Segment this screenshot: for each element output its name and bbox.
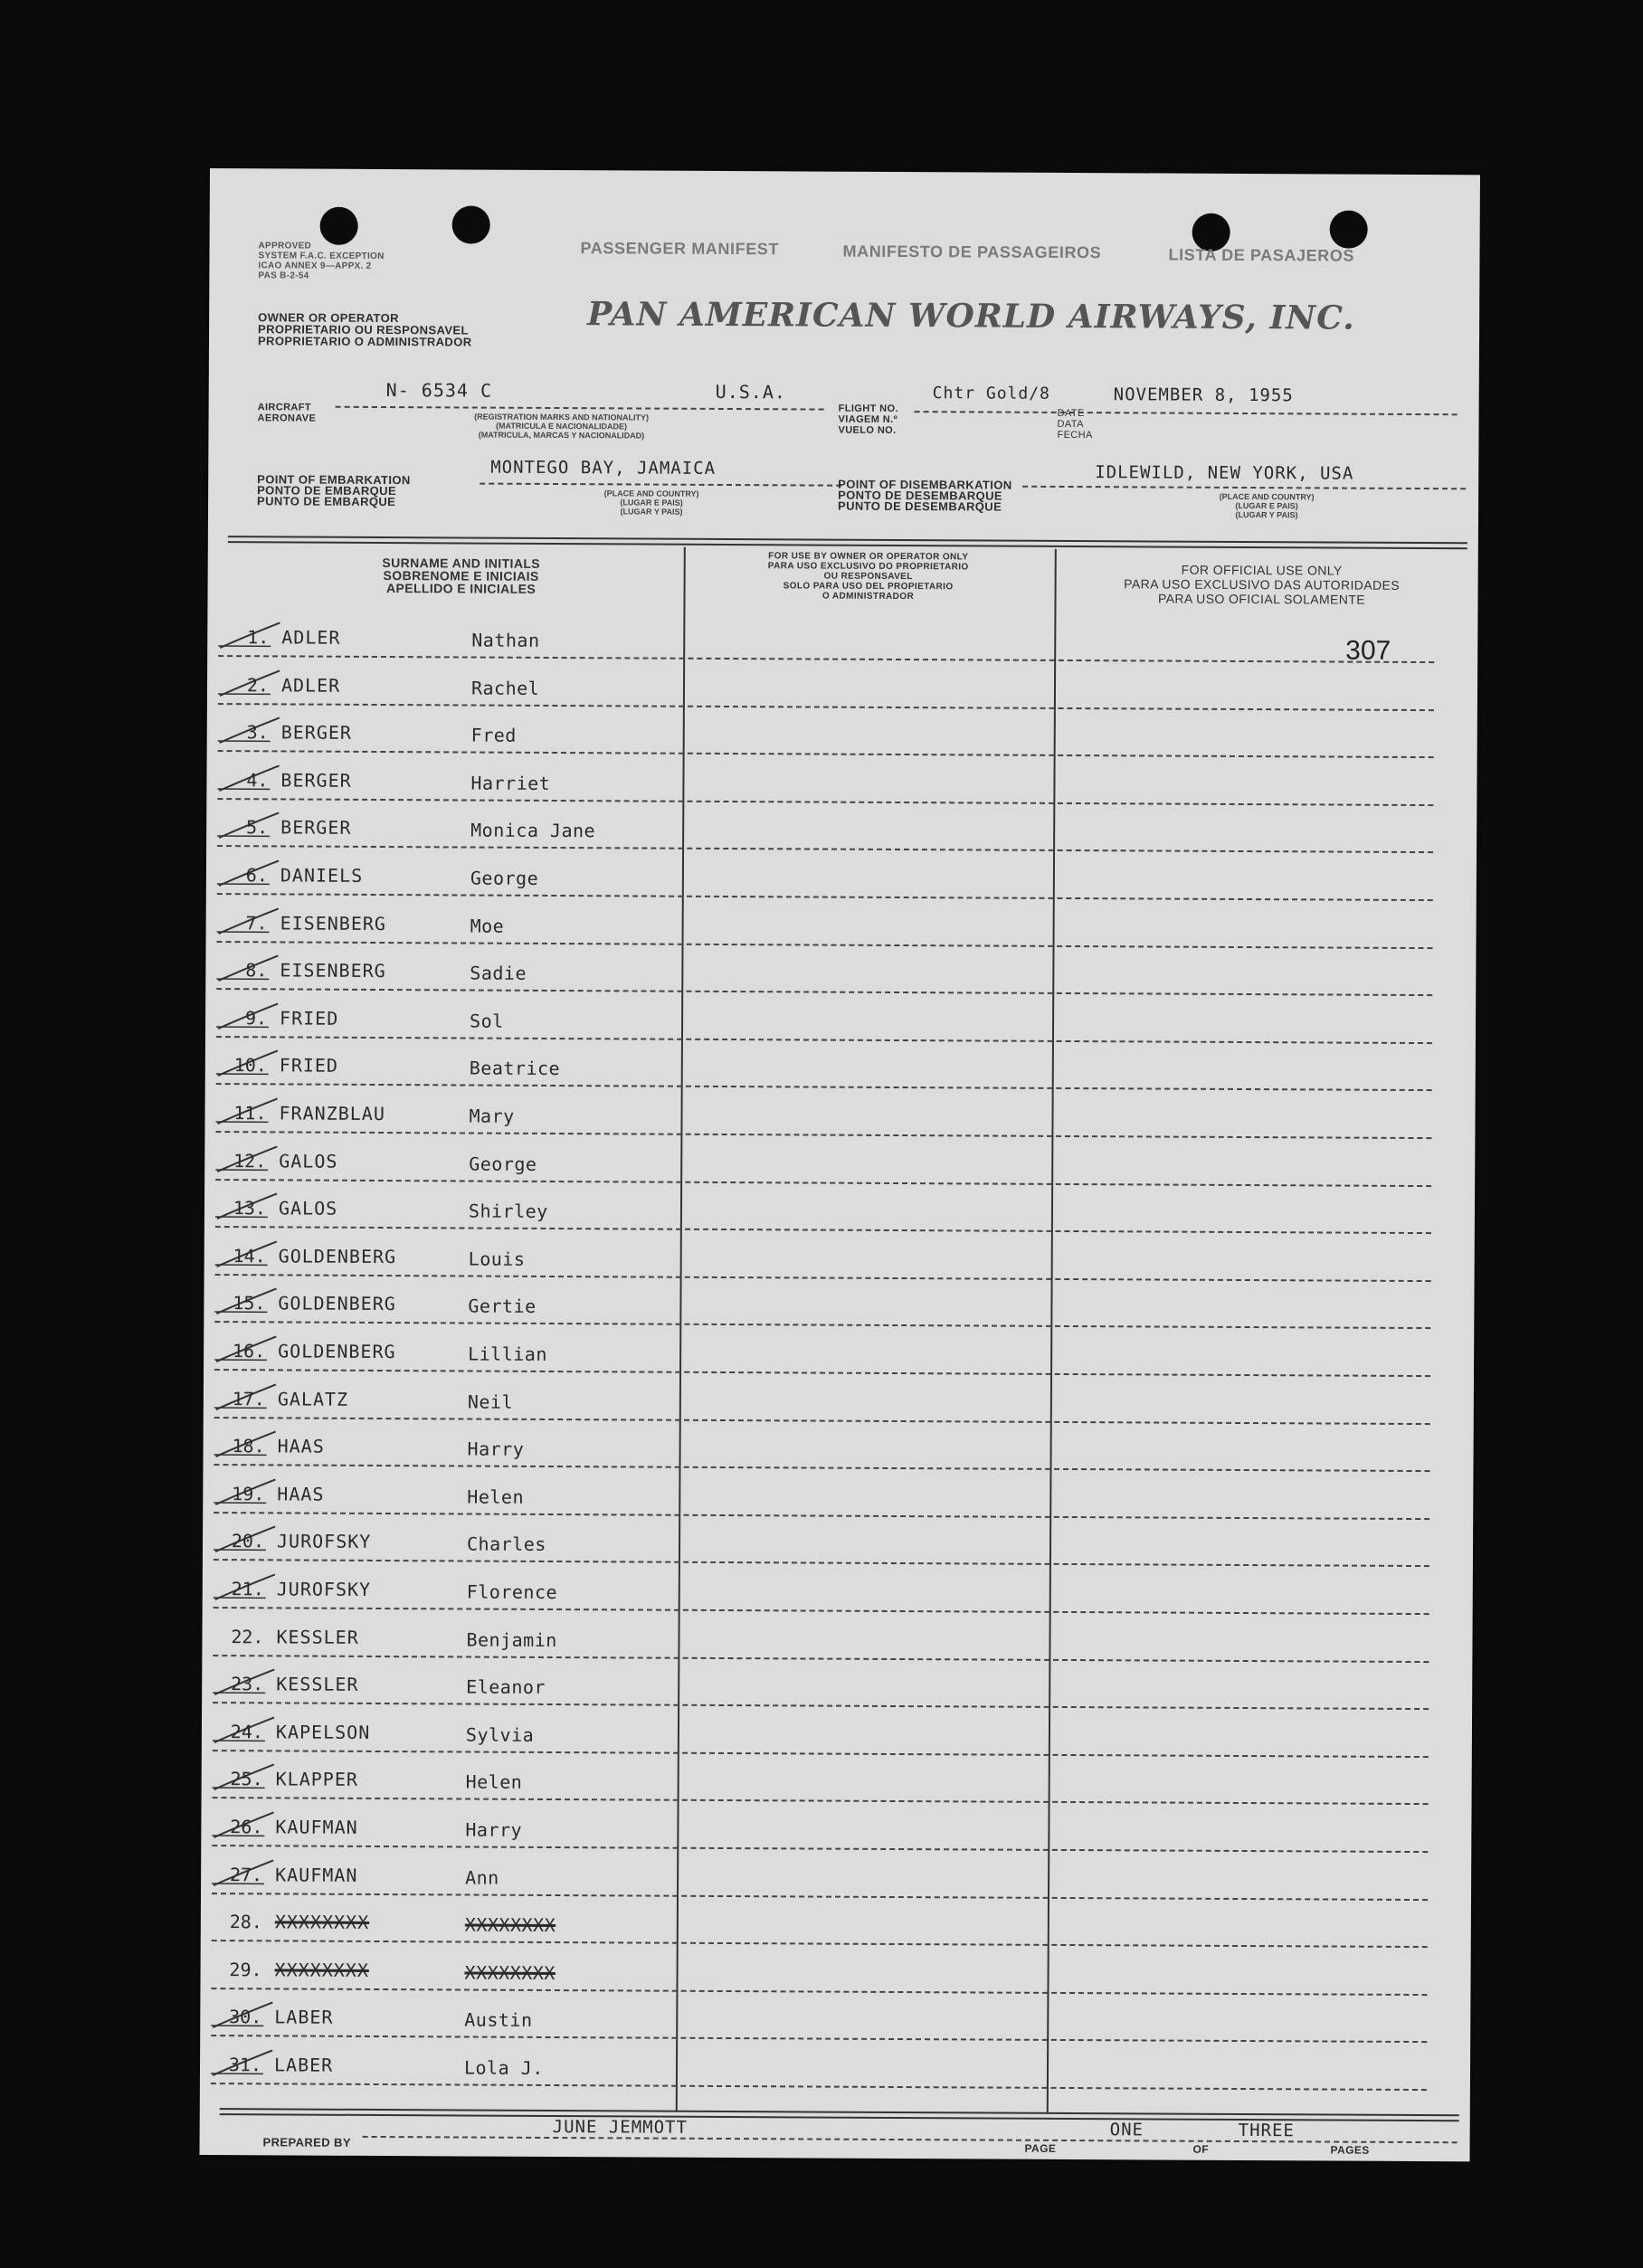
header-line: PARA USO EXCLUSIVO DAS AUTORIDADES xyxy=(1124,576,1401,593)
passenger-row xyxy=(206,807,1477,859)
passenger-number: 11. xyxy=(233,1102,267,1125)
title-es: LISTA DE PASAJEROS xyxy=(1168,245,1355,265)
aircraft-label: AERONAVE xyxy=(257,413,317,424)
row-rule xyxy=(213,1702,1429,1710)
passenger-number: 6. xyxy=(245,864,268,887)
passenger-number: 18. xyxy=(232,1435,265,1457)
date-label: DATE xyxy=(1057,407,1085,420)
passenger-surname: FRANZBLAU xyxy=(279,1102,385,1125)
passenger-number: 19. xyxy=(232,1483,265,1505)
manifest-page xyxy=(200,168,1480,2161)
passenger-surname: LABER xyxy=(274,2006,334,2028)
passenger-number: 10. xyxy=(233,1054,267,1077)
disembark-label: PUNTO DE DESEMBARQUE xyxy=(838,498,1002,514)
row-rule xyxy=(212,1893,1428,1901)
passenger-surname: JUROFSKY xyxy=(276,1530,372,1552)
caption-line: (LUGAR E PAIS) xyxy=(620,498,683,508)
caption-line: (LUGAR E PAIS) xyxy=(1235,500,1298,511)
passenger-surname: BERGER xyxy=(280,816,352,839)
aircraft-label: AIRCRAFT xyxy=(257,402,312,413)
approval-block xyxy=(258,241,384,281)
passenger-row xyxy=(202,1759,1472,1810)
row-rule xyxy=(216,1083,1432,1091)
passenger-number: 31. xyxy=(228,2054,262,2076)
disembark-label: PONTO DE DESEMBARQUE xyxy=(838,488,1002,503)
passenger-surname: GOLDENBERG xyxy=(278,1245,397,1268)
passenger-row xyxy=(206,855,1477,906)
passenger-row xyxy=(204,1379,1474,1430)
passenger-given-name: Beatrice xyxy=(469,1057,561,1080)
passenger-row xyxy=(201,1902,1471,1953)
aircraft-labels xyxy=(258,402,317,423)
row-rule xyxy=(218,655,1434,663)
passenger-number: 24. xyxy=(230,1721,264,1743)
passenger-given-name: George xyxy=(470,867,539,889)
passenger-number: 29. xyxy=(229,1959,262,1981)
passenger-surname: FRIED xyxy=(279,1054,339,1077)
passenger-row xyxy=(205,950,1476,1001)
passenger-given-name: Helen xyxy=(467,1485,525,1508)
passenger-given-name: Neil xyxy=(467,1390,514,1413)
passenger-row xyxy=(205,903,1476,954)
row-rule xyxy=(213,1655,1429,1663)
row-rule xyxy=(212,1940,1428,1948)
row-rule xyxy=(214,1512,1429,1520)
passenger-row xyxy=(205,998,1476,1049)
passenger-number: 12. xyxy=(233,1150,267,1172)
passenger-number: 25. xyxy=(230,1768,263,1790)
passenger-row xyxy=(200,2045,1470,2096)
row-rule xyxy=(217,845,1433,853)
passenger-row xyxy=(201,1807,1471,1858)
passenger-given-name: Benjamin xyxy=(466,1628,557,1652)
passenger-surname: JUROFSKY xyxy=(276,1578,372,1600)
row-rule xyxy=(217,941,1433,949)
flight-line xyxy=(915,411,1458,415)
passenger-row xyxy=(202,1664,1472,1715)
passenger-number: 15. xyxy=(233,1292,266,1314)
passenger-number: 27. xyxy=(229,1864,263,1886)
passenger-given-name: Florence xyxy=(466,1580,558,1604)
owner-label: PROPRIETARIO O ADMINISTRADOR xyxy=(257,334,472,349)
caption-line: (MATRICULA, MARCAS Y NACIONALIDAD) xyxy=(478,430,645,441)
disembark-place-caption xyxy=(1167,492,1366,520)
prepared-by-label: PREPARED BY xyxy=(262,2135,351,2149)
passenger-surname: HAAS xyxy=(277,1483,325,1505)
row-rule xyxy=(217,893,1433,901)
row-rule xyxy=(215,1131,1431,1139)
passenger-given-name: Lola J. xyxy=(463,2056,544,2079)
caption-line: (MATRICULA E NACIONALIDADE) xyxy=(495,421,628,432)
passenger-given-name: Louis xyxy=(468,1248,526,1270)
passenger-number: 4. xyxy=(246,769,269,792)
row-rule xyxy=(216,1036,1432,1044)
row-rule xyxy=(217,798,1433,806)
row-rule xyxy=(214,1607,1429,1615)
date-label: FECHA xyxy=(1057,429,1093,441)
passenger-surname: EISENBERG xyxy=(280,959,386,982)
passenger-number: 21. xyxy=(231,1578,264,1600)
row-rule xyxy=(211,2083,1427,2091)
caption-line: (PLACE AND COUNTRY) xyxy=(1219,491,1315,502)
punch-hole xyxy=(320,207,358,245)
passenger-surname: GOLDENBERG xyxy=(278,1292,396,1315)
owner-labels xyxy=(258,311,472,347)
header-line: APELLIDO E INICIALES xyxy=(385,581,537,596)
embark-place-caption xyxy=(552,489,751,517)
passenger-given-name: Nathan xyxy=(471,629,540,651)
title-pt: MANIFESTO DE PASSAGEIROS xyxy=(842,242,1102,262)
row-rule xyxy=(214,1417,1430,1425)
embark-value: MONTEGO BAY, JAMAICA xyxy=(490,457,717,479)
passenger-number: 28. xyxy=(229,1911,262,1933)
header-line: OU RESPONSAVEL xyxy=(823,571,913,583)
passenger-given-name: Harriet xyxy=(470,772,551,794)
flight-label: VUELO NO. xyxy=(838,424,897,436)
disembark-labels xyxy=(838,479,1012,513)
row-rule xyxy=(214,1369,1430,1377)
passenger-given-name: Sadie xyxy=(470,962,527,984)
row-rule xyxy=(215,1226,1431,1234)
passenger-given-name: Ann xyxy=(465,1866,499,1889)
passenger-given-name: Moe xyxy=(470,915,505,937)
passenger-number: 17. xyxy=(232,1388,265,1410)
row-rule xyxy=(215,1179,1431,1187)
header-line: O ADMINISTRADOR xyxy=(822,591,915,603)
owner-label: OWNER OR OPERATOR xyxy=(258,310,400,326)
row-rule xyxy=(215,1274,1431,1282)
passenger-row xyxy=(206,760,1477,811)
approval-line: ICAO ANNEX 9—APPX. 2 xyxy=(258,261,372,271)
owner-use-column-header xyxy=(688,551,1049,603)
passenger-surname: GALOS xyxy=(278,1197,338,1219)
caption-line: (REGISTRATION MARKS AND NATIONALITY) xyxy=(474,412,649,422)
page-label: PAGE xyxy=(1024,2141,1057,2155)
passenger-row xyxy=(204,1331,1474,1382)
passenger-surname: KESSLER xyxy=(276,1673,359,1695)
date-value: NOVEMBER 8, 1955 xyxy=(1113,384,1294,406)
row-rule xyxy=(214,1464,1429,1472)
passenger-surname: XXXXXXXX xyxy=(274,1959,369,1981)
passenger-surname: BERGER xyxy=(280,721,353,744)
disembark-label: POINT OF DISEMBARKATION xyxy=(838,477,1012,492)
row-rule xyxy=(214,1321,1430,1329)
row-rule xyxy=(216,988,1432,996)
passenger-given-name: Helen xyxy=(465,1770,523,1793)
of-label: OF xyxy=(1192,2142,1210,2156)
passenger-number: 8. xyxy=(245,959,268,982)
passenger-given-name: Gertie xyxy=(468,1295,537,1317)
passenger-given-name: Fred xyxy=(470,724,517,746)
title-en: PASSENGER MANIFEST xyxy=(580,239,780,259)
approval-line: SYSTEM F.A.C. EXCEPTION xyxy=(258,251,385,262)
passenger-row xyxy=(203,1426,1473,1477)
passenger-row xyxy=(204,1093,1475,1144)
row-rule xyxy=(214,1559,1429,1567)
passenger-number: 3. xyxy=(246,721,269,744)
passenger-row xyxy=(207,712,1477,764)
disembark-value: IDLEWILD, NEW YORK, USA xyxy=(1095,462,1354,484)
passenger-given-name: Shirley xyxy=(468,1200,548,1222)
passenger-surname: KLAPPER xyxy=(275,1768,359,1790)
aircraft-line xyxy=(336,406,824,411)
passenger-given-name: Mary xyxy=(469,1105,515,1127)
passenger-surname: GOLDENBERG xyxy=(278,1340,396,1363)
passenger-number: 23. xyxy=(231,1673,264,1695)
passenger-row xyxy=(202,1712,1472,1763)
passenger-given-name: Austin xyxy=(464,2008,533,2031)
passenger-surname: KAUFMAN xyxy=(275,1816,358,1838)
flight-labels xyxy=(838,403,898,436)
passenger-row xyxy=(205,1045,1476,1096)
owner-label: PROPRIETARIO OU RESPONSAVEL xyxy=(258,322,469,337)
passenger-surname: BERGER xyxy=(280,769,352,792)
passenger-given-name: XXXXXXXX xyxy=(464,1913,556,1937)
passenger-number: 5. xyxy=(246,816,269,839)
punch-hole xyxy=(452,205,490,243)
passenger-given-name: Charles xyxy=(466,1533,546,1555)
prepared-by-value: JUNE JEMMOTT xyxy=(552,2117,689,2138)
row-rule xyxy=(213,1797,1429,1805)
header-line: FOR OFFICIAL USE ONLY xyxy=(1181,562,1343,578)
airline-name: PAN AMERICAN WORLD AIRWAYS, INC. xyxy=(587,295,1355,337)
passenger-row xyxy=(203,1474,1473,1525)
embark-label: PUNTO DE EMBARQUE xyxy=(257,494,396,509)
passenger-number: 1. xyxy=(247,626,270,649)
passenger-number: 7. xyxy=(245,912,268,935)
passenger-row xyxy=(203,1521,1473,1572)
nationality-value: U.S.A. xyxy=(715,380,787,403)
page-value: ONE xyxy=(1109,2120,1144,2140)
passenger-row xyxy=(207,617,1477,669)
row-rule xyxy=(213,1750,1429,1758)
passenger-given-name: Lillian xyxy=(468,1343,548,1365)
passenger-given-name: Monica Jane xyxy=(470,819,596,842)
passenger-given-name: Harry xyxy=(467,1438,525,1460)
embark-labels xyxy=(257,474,411,508)
passenger-surname: XXXXXXXX xyxy=(274,1911,370,1933)
passenger-number: 30. xyxy=(229,2006,262,2028)
passenger-given-name: Rachel xyxy=(470,677,540,699)
approval-line: PAS B-2-54 xyxy=(258,270,309,281)
passenger-number: 16. xyxy=(232,1340,266,1362)
table-bottom-rule xyxy=(220,2108,1459,2121)
passenger-surname: KAPELSON xyxy=(275,1721,371,1743)
row-rule xyxy=(218,703,1434,711)
row-rule xyxy=(211,2035,1427,2043)
passenger-number: 2. xyxy=(246,674,270,697)
official-use-column-header xyxy=(1058,562,1465,607)
header-line: SOLO PARA USO DEL PROPIETARIO xyxy=(783,581,954,593)
passenger-given-name: XXXXXXXX xyxy=(464,1961,556,1985)
row-rule xyxy=(218,750,1434,758)
passenger-row xyxy=(201,1855,1471,1906)
of-value: THREE xyxy=(1238,2120,1295,2141)
flight-label: FLIGHT NO. xyxy=(838,403,898,414)
passenger-row xyxy=(203,1569,1473,1620)
disembark-line xyxy=(1022,486,1466,490)
flight-label: VIAGEM N.º xyxy=(838,413,898,425)
embark-label: PONTO DE EMBARQUE xyxy=(257,483,397,498)
passenger-number: 26. xyxy=(230,1816,263,1838)
header-line: FOR USE BY OWNER OR OPERATOR ONLY xyxy=(768,551,969,563)
caption-line: (LUGAR Y PAIS) xyxy=(620,507,683,517)
date-label: DATA xyxy=(1057,418,1084,431)
approval-line: APPROVED xyxy=(258,241,312,251)
passenger-surname: EISENBERG xyxy=(280,912,387,935)
stamp-number: 307 xyxy=(1345,635,1391,666)
names-column-header xyxy=(244,555,679,596)
passenger-given-name: Sylvia xyxy=(465,1723,535,1746)
row-rule xyxy=(212,1845,1428,1853)
passenger-number: 14. xyxy=(233,1245,266,1267)
passenger-surname: LABER xyxy=(273,2054,334,2076)
header-line: PARA USO EXCLUSIVO DO PROPRIETARIO xyxy=(767,561,969,573)
passenger-row xyxy=(204,1188,1475,1239)
passenger-row xyxy=(204,1283,1474,1334)
passenger-number: 22. xyxy=(231,1626,264,1648)
punch-hole xyxy=(1330,210,1368,248)
passenger-row xyxy=(204,1141,1475,1192)
passenger-surname: KESSLER xyxy=(276,1626,359,1648)
embark-label: POINT OF EMBARKATION xyxy=(257,472,411,488)
header-line: SURNAME AND INITIALS xyxy=(382,555,541,571)
passenger-surname: ADLER xyxy=(281,626,341,649)
header-line: SOBRENOME E INICIAIS xyxy=(383,568,539,584)
row-rule xyxy=(211,1988,1427,1996)
passenger-number: 20. xyxy=(231,1530,265,1552)
registration-value: N- 6534 C xyxy=(385,379,493,402)
passenger-row xyxy=(204,1236,1475,1287)
table-top-rule xyxy=(228,536,1467,549)
passenger-surname: ADLER xyxy=(280,674,341,697)
passenger-number: 13. xyxy=(233,1197,267,1219)
passenger-surname: FRIED xyxy=(280,1007,339,1030)
header-line: PARA USO OFICIAL SOLAMENTE xyxy=(1157,591,1366,607)
caption-line: (LUGAR Y PAIS) xyxy=(1235,509,1298,520)
registration-caption xyxy=(425,412,697,441)
passenger-surname: KAUFMAN xyxy=(275,1864,358,1886)
passenger-surname: DANIELS xyxy=(280,864,364,887)
passenger-row xyxy=(207,665,1477,716)
passenger-row xyxy=(200,1997,1470,2048)
passenger-number: 9. xyxy=(244,1007,268,1030)
passenger-surname: GALATZ xyxy=(277,1388,349,1410)
passenger-row xyxy=(200,1950,1470,2001)
passenger-given-name: Sol xyxy=(470,1010,504,1032)
embark-line xyxy=(480,483,841,487)
pages-label: PAGES xyxy=(1330,2143,1370,2157)
passenger-given-name: Eleanor xyxy=(466,1675,546,1698)
passenger-surname: GALOS xyxy=(279,1150,338,1172)
passenger-given-name: Harry xyxy=(465,1818,523,1841)
passenger-surname: HAAS xyxy=(277,1435,325,1457)
passenger-given-name: George xyxy=(469,1153,537,1175)
caption-line: (PLACE AND COUNTRY) xyxy=(603,489,699,498)
passenger-row xyxy=(202,1617,1472,1668)
flight-no-value: Chtr Gold/8 xyxy=(932,384,1050,403)
